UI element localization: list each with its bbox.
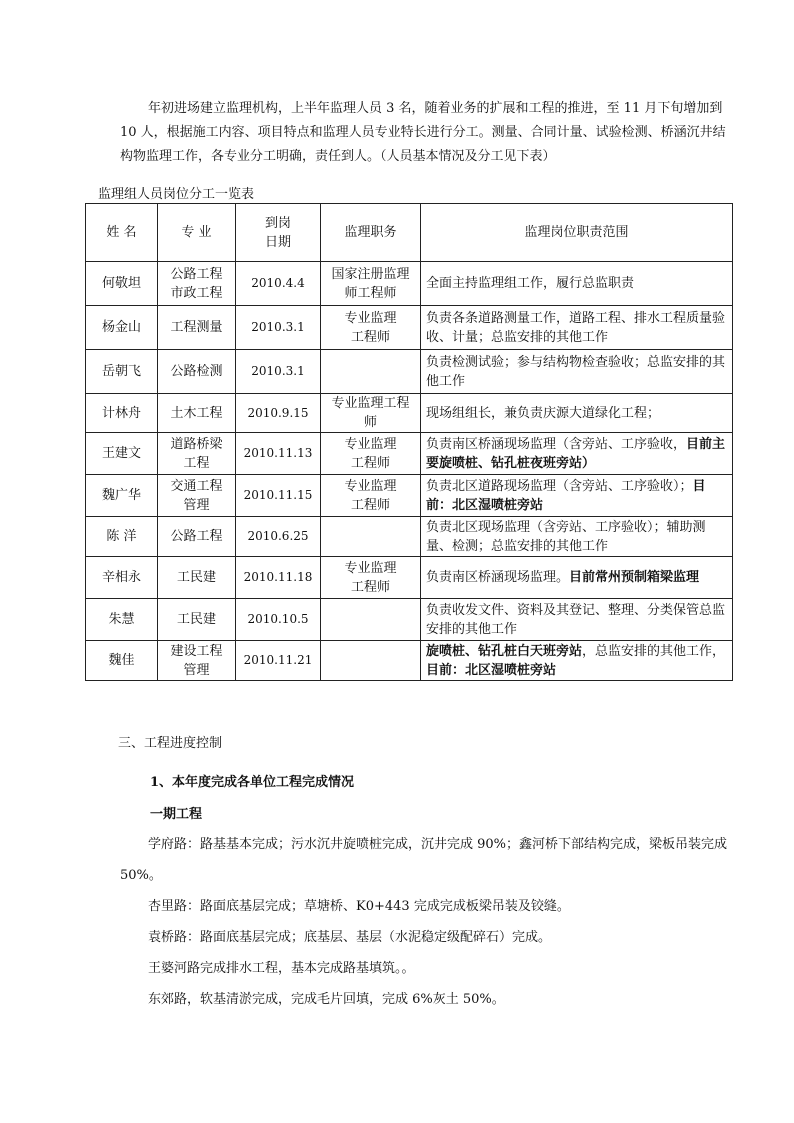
cell-role: 专业监理 工程师 (321, 557, 421, 599)
cell-major: 公路工程 (158, 517, 236, 557)
table-row (86, 641, 733, 681)
cell-name: 辛相永 (86, 557, 158, 599)
table-row (86, 394, 733, 433)
paragraph-wangpohe-road: 王婆河路完成排水工程，基本完成路基填筑。。 (148, 961, 415, 976)
cell-duty (421, 394, 733, 433)
duty-text: 全面主持监理组工作，履行总监职责 (426, 276, 635, 291)
duty-text: 负责北区道路现场监理（含旁站、工序验收）； (426, 478, 693, 494)
cell-duty (421, 641, 733, 681)
duty-text: ，总监安排的其他工作， (582, 643, 726, 659)
cell-role: 专业监理 工程师 (321, 306, 421, 350)
cell-date: 2010.4.4 (236, 262, 321, 306)
cell-date: 2010.10.5 (236, 599, 321, 641)
cell-name: 王建文 (86, 433, 158, 475)
cell-duty (421, 350, 733, 394)
duty-emphasis: 旋喷桩、钻孔桩白天班旁站 (426, 643, 583, 659)
header-duty: 监理岗位职责范围 (421, 204, 733, 262)
cell-major: 工民建 (158, 557, 236, 599)
cell-date: 2010.11.21 (236, 641, 321, 681)
cell-major: 公路工程 市政工程 (158, 262, 236, 306)
duty-text: 负责各条道路测量工作，道路工程、排水工程质量验收、计量；总监安排的其他工作 (426, 310, 726, 345)
cell-duty (421, 475, 733, 517)
header-name: 姓 名 (86, 204, 158, 262)
cell-duty (421, 306, 733, 350)
cell-major: 工程测量 (158, 306, 236, 350)
cell-date: 2010.11.15 (236, 475, 321, 517)
table-row (86, 262, 733, 306)
cell-duty (421, 433, 733, 475)
table-row (86, 306, 733, 350)
cell-role: 国家注册监理 师工程师 (321, 262, 421, 306)
cell-name: 岳朝飞 (86, 350, 158, 394)
header-date: 到岗 日期 (236, 204, 321, 262)
table-row (86, 433, 733, 475)
cell-role: 专业监理工程 师 (321, 394, 421, 433)
cell-major: 公路检测 (158, 350, 236, 394)
cell-date: 2010.3.1 (236, 350, 321, 394)
duty-text: 现场组组长，兼负责庆源大道绿化工程； (426, 405, 661, 421)
cell-name: 何敬坦 (86, 262, 158, 306)
table-caption: 监理组人员岗位分工一览表 (98, 187, 255, 202)
cell-major: 道路桥梁 工程 (158, 433, 236, 475)
cell-major: 建设工程 管理 (158, 641, 236, 681)
cell-duty (421, 517, 733, 557)
cell-date: 2010.11.13 (236, 433, 321, 475)
paragraph-xuefu-road: 学府路：路基基本完成；污水沉井旋喷桩完成，沉井完成 90%；鑫河桥下部结构完成，梁板吊装完成 50%。 (120, 837, 728, 883)
cell-name: 陈 洋 (86, 517, 158, 557)
table-row (86, 517, 733, 557)
cell-major: 土木工程 (158, 394, 236, 433)
table-row (86, 599, 733, 641)
cell-role: 专业监理 工程师 (321, 475, 421, 517)
duty-current-task: 目前：北区湿喷桩旁站 (426, 478, 706, 513)
header-role: 监理职务 (321, 204, 421, 262)
header-major: 专 业 (158, 204, 236, 262)
cell-role (321, 599, 421, 641)
cell-date: 2010.9.15 (236, 394, 321, 433)
duty-text: 负责检测试验；参与结构物检查验收；总监安排的其他工作 (426, 354, 726, 389)
duty-current-task: 目前：北区湿喷桩旁站 (426, 662, 557, 678)
cell-duty (421, 262, 733, 306)
cell-duty (421, 557, 733, 599)
table-row (86, 475, 733, 517)
cell-date: 2010.11.18 (236, 557, 321, 599)
subheading-phase-one: 一期工程 (150, 807, 203, 822)
subheading-annual-completion: 1、本年度完成各单位工程完成情况 (150, 775, 355, 790)
cell-major: 工民建 (158, 599, 236, 641)
duty-text: 负责北区现场监理（含旁站、工序验收）；辅助测量、检测；总监安排的其他工作 (426, 519, 706, 554)
duty-text: 负责南区桥涵现场监理。 (426, 570, 570, 585)
cell-role (321, 517, 421, 557)
duty-current-task: 目前主要旋喷桩、钻孔桩夜班旁站） (426, 436, 726, 471)
paragraph-dongjiao-road: 东郊路，软基清淤完成，完成毛片回填，完成 6%灰土 50%。 (148, 992, 505, 1007)
paragraph-yuanqiao-road: 袁桥路：路面底基层完成；底基层、基层（水泥稳定级配碎石）完成。 (148, 930, 552, 945)
cell-duty (421, 599, 733, 641)
cell-date: 2010.3.1 (236, 306, 321, 350)
duty-current-task: 目前常州预制箱梁监理 (569, 570, 700, 585)
table-header-row (86, 204, 733, 262)
table-row (86, 350, 733, 394)
duty-text: 负责收发文件、资料及其登记、整理、分类保管总监安排的其他工作 (426, 602, 726, 637)
duty-text: 负责南区桥涵现场监理（含旁站、工序验收， (426, 436, 687, 452)
table-row (86, 557, 733, 599)
cell-name: 计林舟 (86, 394, 158, 433)
cell-name: 杨金山 (86, 306, 158, 350)
staff-assignment-table (85, 203, 733, 681)
cell-name: 魏广华 (86, 475, 158, 517)
cell-major: 交通工程 管理 (158, 475, 236, 517)
cell-role (321, 641, 421, 681)
cell-role (321, 350, 421, 394)
paragraph-xingli-road: 杏里路：路面底基层完成；草塘桥、K0+443 完成完成板梁吊装及铰缝。 (148, 899, 570, 914)
cell-date: 2010.6.25 (236, 517, 321, 557)
cell-name: 朱慧 (86, 599, 158, 641)
intro-paragraph: 年初进场建立监理机构，上半年监理人员 3 名，随着业务的扩展和工程的推进，至 11 月下旬增加到 10 人，根据施工内容、项目特点和监理人员专业特长进行分工。测量、合同计量、试验检测、桥涵沉井结构物监理工作，各专业分工明确，责任到人。（人员基本情况及分工见下表） (120, 101, 726, 164)
cell-role: 专业监理 工程师 (321, 433, 421, 475)
section-title-progress: 三、工程进度控制 (118, 736, 223, 751)
cell-name: 魏佳 (86, 641, 158, 681)
